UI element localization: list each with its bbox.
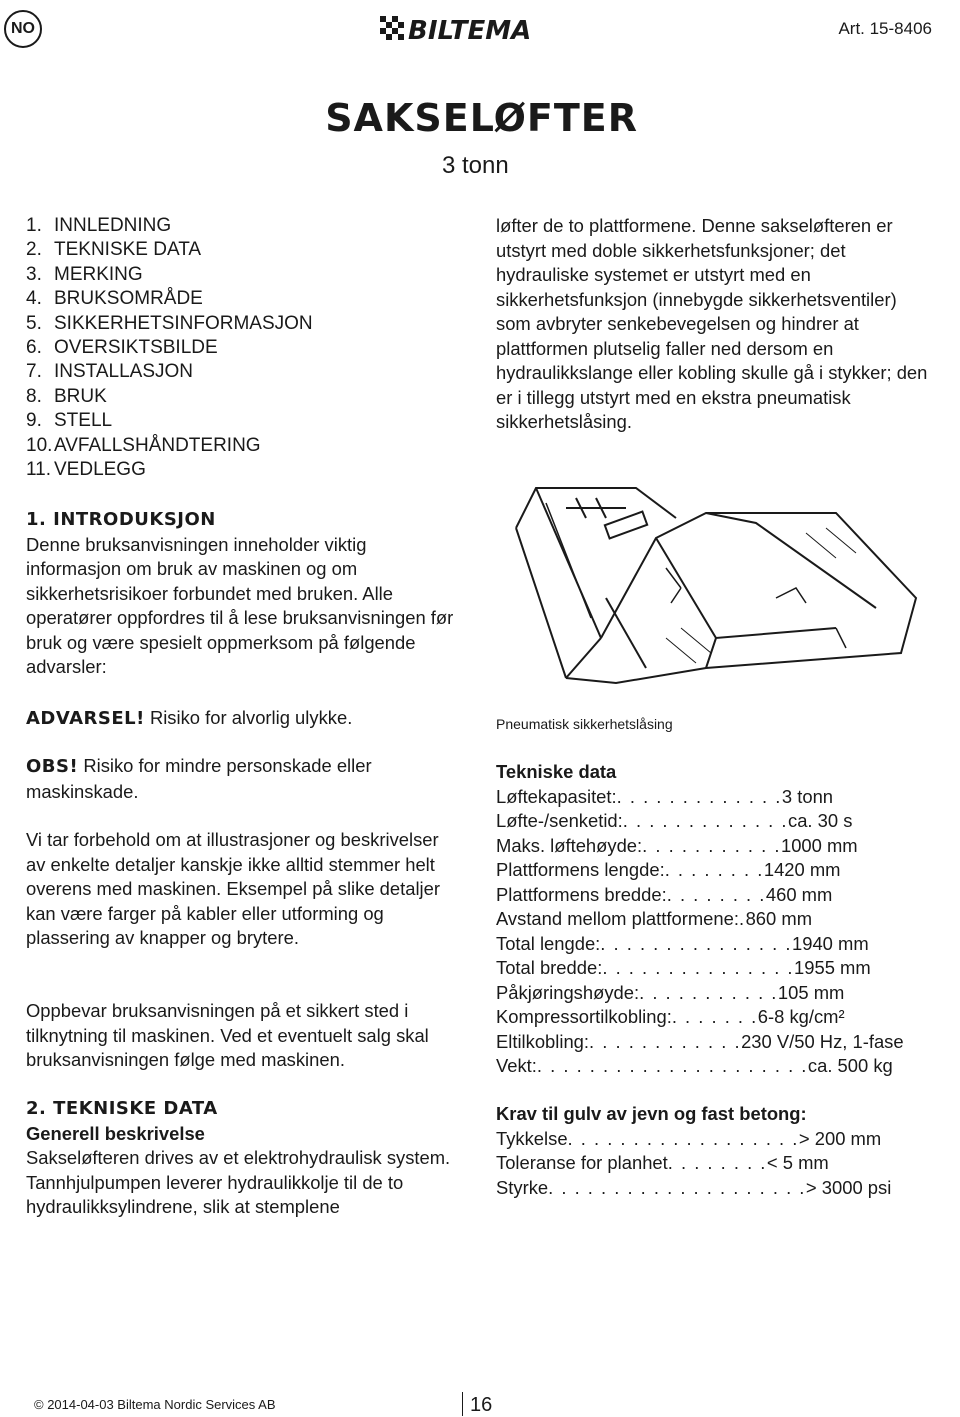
note-label: OBS! <box>26 756 79 777</box>
footer-divider <box>462 1392 463 1416</box>
toc-item: 4. BRUKSOMRÅDE <box>26 288 203 310</box>
warning-line <box>26 706 466 732</box>
biltema-logo <box>380 12 580 44</box>
table-of-contents <box>26 214 313 482</box>
page-subtitle: 3 tonn <box>442 152 509 179</box>
disclaimer-paragraph: Vi tar forbehold om at illustrasjoner og beskrivelser av enkelte detaljer kanskje ikke alltid stemmer helt overens med maskinen. Eksempel på slike detaljer kan være farger på kabler eller utforming og plassering av knapper og brytere. <box>26 829 440 948</box>
technical-heading: 2. TEKNISKE DATA <box>26 1098 218 1119</box>
toc-item: 8. BRUK <box>26 385 107 407</box>
spec-list <box>496 760 936 1079</box>
technical-description-left: Sakseløfteren drives av et elektrohydraulisk system. Tannhjulpumpen leverer hydraulikkolje til de to hydraulikksylindrene, slik at stemplene <box>26 1147 451 1217</box>
safety-lock-illustration <box>506 478 926 693</box>
spec-row: Maks. løftehøyde: . . . . . . . . . . . 1000 mm <box>496 834 858 856</box>
toc-item: 3. MERKING <box>26 263 143 285</box>
spec-row: Avstand mellom plattformene: . 860 mm <box>496 908 813 929</box>
floor-requirements <box>496 1102 936 1200</box>
intro-paragraph: Denne bruksanvisningen inneholder viktig informasjon om bruk av maskinen og om sikkerhetsrisikoer forbundet med bruken. Alle operatører oppfordres til å lese bruksanvisningen før bruk og være spesielt oppmerksom på følgende advarsler: <box>26 533 454 677</box>
warning-label: ADVARSEL! <box>26 708 145 729</box>
figure-caption: Pneumatisk sikkerhetslåsing <box>496 716 673 732</box>
page-title: SAKSELØFTER <box>325 96 638 140</box>
toc-item: 1. INNLEDNING <box>26 215 172 236</box>
page-number: 16 <box>470 1394 493 1416</box>
spec-heading: Tekniske data <box>496 761 617 782</box>
technical-description-right: løfter de to plattformene. Denne sakseløfteren er utstyrt med doble sikkerhetsfunksjoner; det hydrauliske systemet er utstyrt med en sikkerhetsfunksjon (innebygde sikkerhetsventiler) som avbryter senkebevegelsen og hindrer at plattformen plutselig faller ned dersom en hydraulikkslange eller kobling skulle gå i stykker; den er i tillegg utstyrt med en ekstra pneumatisk sikkerhetslåsing. <box>496 215 928 432</box>
toc-item: 9. STELL <box>26 410 113 432</box>
floor-row: Tykkelse . . . . . . . . . . . . . . . . . . > 200 mm <box>496 1127 882 1149</box>
note-text: Risiko for mindre personskade eller maskinskade. <box>26 755 372 802</box>
warning-text: Risiko for alvorlig ulykke. <box>149 707 353 728</box>
floor-row: Styrke . . . . . . . . . . . . . . . . . . . . > 3000 psi <box>496 1176 892 1198</box>
toc-item: 10.AVFALLSHÅNDTERING <box>26 434 261 456</box>
toc-item: 6. OVERSIKTSBILDE <box>26 337 218 359</box>
spec-row: Plattformens lengde: . . . . . . . . 1420 mm <box>496 859 841 880</box>
brand-name: BILTEMA <box>408 16 532 44</box>
spec-row: Løftekapasitet: . . . . . . . . . . . . . 3 tonn <box>496 785 834 807</box>
floor-row: Toleranse for planhet . . . . . . . . < 5 mm <box>496 1152 829 1173</box>
spec-row: Total lengde: . . . . . . . . . . . . . . . 1940 mm <box>496 932 869 954</box>
intro-heading: 1. INTRODUKSJON <box>26 509 216 530</box>
spec-row: Eltilkobling: . . . . . . . . . . . . 230 V/50 Hz, 1-fase <box>496 1030 904 1052</box>
technical-section <box>26 1097 466 1220</box>
spec-row: Vekt: . . . . . . . . . . . . . . . . . . . . . ca. 500 kg <box>496 1055 893 1076</box>
technical-subheading: Generell beskrivelse <box>26 1122 205 1144</box>
language-badge <box>4 10 42 48</box>
toc-item: 11. VEDLEGG <box>26 459 146 481</box>
article-number: Art. 15-8406 <box>838 19 932 38</box>
toc-item: 7. INSTALLASJON <box>26 361 194 383</box>
spec-row: Påkjøringshøyde: . . . . . . . . . . . 105 mm <box>496 981 845 1003</box>
language-code: NO <box>11 20 35 37</box>
spec-row: Total bredde: . . . . . . . . . . . . . . . 1955 mm <box>496 957 871 978</box>
toc-item: 5. SIKKERHETSINFORMASJON <box>26 312 313 334</box>
floor-heading: Krav til gulv av jevn og fast betong: <box>496 1103 807 1124</box>
storage-paragraph: Oppbevar bruksanvisningen på et sikkert sted i tilknytning til maskinen. Ved et eventuelt salg skal bruksanvisningen følge med maskinen. <box>26 1000 429 1070</box>
toc-item: 2. TEKNISKE DATA <box>26 239 202 261</box>
intro-section <box>26 508 466 680</box>
note-line <box>26 754 436 804</box>
spec-row: Løfte-/senketid: . . . . . . . . . . . . . ca. 30 s <box>496 810 853 831</box>
spec-row: Plattformens bredde: . . . . . . . . 460 mm <box>496 883 833 905</box>
footer-copyright: © 2014-04-03 Biltema Nordic Services AB <box>34 1397 276 1412</box>
spec-row: Kompressortilkobling: . . . . . . . 6-8 kg/cm² <box>496 1006 845 1027</box>
